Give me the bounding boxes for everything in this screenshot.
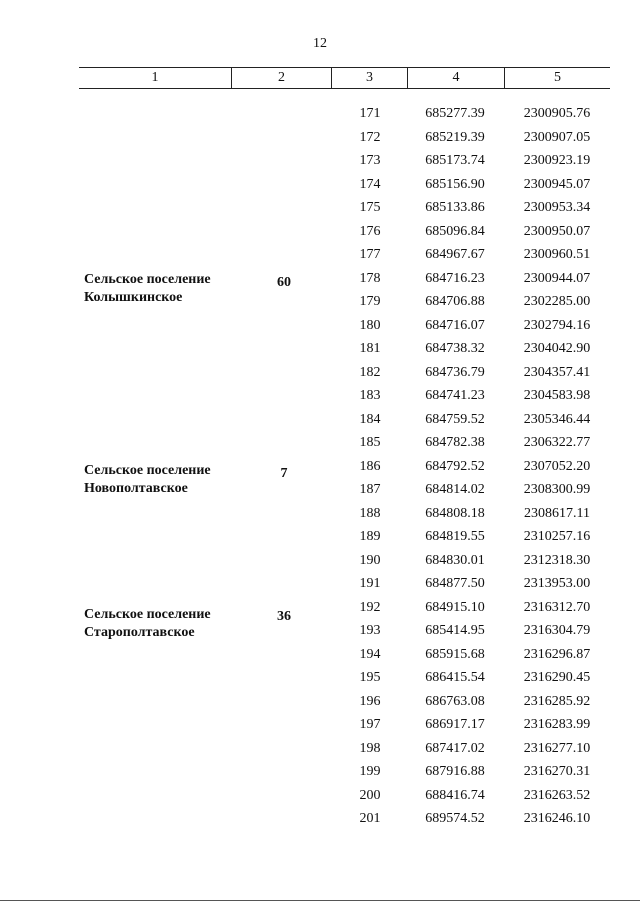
coordinate-x: 688416.74: [425, 787, 485, 803]
table-row: [0, 361, 640, 385]
settlement-name: Старополтавское: [84, 625, 195, 640]
table-row: [0, 126, 640, 150]
table-row: [0, 408, 640, 432]
coordinate-x: 684915.10: [425, 599, 485, 615]
coordinate-x: 684782.38: [425, 435, 485, 450]
coordinate-y: 2316277.10: [523, 740, 591, 756]
table-row: [0, 549, 640, 573]
coordinate-x: 684967.67: [425, 247, 485, 262]
page-bottom-rule: [0, 900, 640, 901]
coordinate-y: 2307052.20: [523, 458, 591, 474]
table-row: [0, 196, 640, 220]
table-row: [0, 455, 640, 479]
coordinate-x: 685414.95: [425, 623, 485, 638]
coordinate-y: 2308300.99: [523, 482, 591, 497]
table-row: [0, 807, 640, 831]
point-number: 192: [359, 599, 381, 615]
point-number: 178: [359, 270, 381, 286]
coordinate-x: 684792.52: [425, 458, 485, 474]
coordinate-x: 685096.84: [425, 223, 485, 239]
coordinate-y: 2300923.19: [523, 153, 591, 168]
point-number: 176: [359, 223, 381, 239]
table-row: [0, 760, 640, 784]
settlement-count: 7: [280, 466, 288, 481]
column-header-1: 1: [151, 70, 159, 85]
coordinate-x: 684736.79: [425, 364, 485, 380]
coordinate-x: 687916.88: [425, 764, 485, 779]
point-number: 197: [359, 717, 381, 732]
coordinate-y: 2316290.45: [523, 670, 591, 685]
coordinate-x: 684706.88: [425, 294, 485, 309]
point-number: 200: [359, 787, 381, 803]
coordinate-x: 686763.08: [425, 693, 485, 709]
coordinate-y: 2304583.98: [523, 388, 591, 403]
point-number: 172: [359, 129, 381, 145]
coordinate-y: 2300960.51: [523, 247, 591, 262]
coordinate-y: 2308617.11: [524, 505, 590, 521]
coordinate-rows: [0, 102, 640, 831]
column-header-5: 5: [554, 70, 561, 85]
table-header: [79, 67, 610, 89]
coordinate-x: 685133.86: [425, 200, 485, 215]
table-row: [0, 337, 640, 361]
coordinate-x: 685915.68: [425, 646, 485, 662]
table-row: [0, 572, 640, 596]
table-row: [0, 314, 640, 338]
table-row: [0, 243, 640, 267]
coordinate-y: 2313953.00: [523, 576, 591, 591]
coordinate-y: 2316270.31: [523, 764, 591, 779]
coordinate-x: 684738.32: [425, 341, 485, 356]
table-row: [0, 690, 640, 714]
table-row: [0, 737, 640, 761]
table-row: [0, 666, 640, 690]
page-number: 12: [313, 36, 327, 51]
table-row: [0, 619, 640, 643]
point-number: 179: [359, 294, 381, 309]
coordinate-x: 684814.02: [425, 482, 485, 497]
point-number: 190: [359, 552, 381, 568]
point-number: 183: [359, 388, 381, 403]
coordinate-x: 687417.02: [425, 740, 485, 756]
table-row: [0, 267, 640, 291]
point-number: 195: [359, 670, 381, 685]
coordinate-x: 684716.07: [425, 317, 485, 333]
point-number: 196: [359, 693, 381, 709]
coordinate-y: 2316246.10: [523, 811, 591, 826]
coordinate-x: 684741.23: [425, 388, 485, 403]
coordinate-x: 684830.01: [425, 552, 485, 568]
coordinate-y: 2300945.07: [523, 176, 591, 192]
point-number: 171: [359, 106, 381, 121]
coordinate-y: 2316283.99: [523, 717, 591, 732]
coordinate-x: 684759.52: [425, 411, 485, 427]
coordinate-y: 2300905.76: [523, 106, 591, 121]
settlement-name: Новополтавское: [84, 481, 188, 496]
settlement-type: Сельское поселение: [84, 272, 211, 287]
column-header-3: 3: [366, 70, 373, 85]
coordinate-y: 2302794.16: [523, 317, 591, 333]
coordinate-x: 684819.55: [425, 529, 485, 544]
coordinate-y: 2316312.70: [523, 599, 591, 615]
table-row: [0, 643, 640, 667]
point-number: 182: [359, 364, 381, 380]
table-row: [0, 713, 640, 737]
coordinate-x: 686917.17: [425, 717, 485, 732]
coordinate-y: 2300907.05: [523, 129, 591, 145]
coordinate-y: 2304357.41: [523, 364, 591, 380]
point-number: 177: [359, 247, 381, 262]
coordinate-x: 685277.39: [425, 106, 485, 121]
coordinate-y: 2300953.34: [523, 200, 591, 215]
coordinate-y: 2316296.87: [523, 646, 591, 662]
coordinate-y: 2316285.92: [523, 693, 591, 709]
point-number: 199: [359, 764, 381, 779]
column-header-2: 2: [278, 70, 285, 85]
coordinate-y: 2316263.52: [523, 787, 591, 803]
coordinate-y: 2306322.77: [523, 435, 591, 450]
point-number: 180: [359, 317, 381, 333]
point-number: 181: [359, 341, 381, 356]
table-row: [0, 220, 640, 244]
table-row: [0, 596, 640, 620]
settlement-type: Сельское поселение: [84, 607, 211, 622]
coordinate-x: 684716.23: [425, 270, 485, 286]
coordinate-x: 685156.90: [425, 176, 485, 192]
table-row: [0, 384, 640, 408]
point-number: 185: [359, 435, 381, 450]
point-number: 173: [359, 153, 381, 168]
coordinate-x: 689574.52: [425, 811, 485, 826]
settlement-type: Сельское поселение: [84, 463, 211, 478]
point-number: 198: [359, 740, 381, 756]
table-row: [0, 431, 640, 455]
table-row: [0, 173, 640, 197]
coordinate-y: 2300950.07: [523, 223, 591, 239]
coordinate-x: 685219.39: [425, 129, 485, 145]
table-row: [0, 102, 640, 126]
point-number: 191: [359, 576, 381, 591]
coordinate-y: 2302285.00: [523, 294, 591, 309]
table-row: [0, 502, 640, 526]
point-number: 184: [359, 411, 381, 427]
settlement-name: Колышкинское: [84, 290, 183, 305]
point-number: 193: [359, 623, 381, 638]
coordinate-y: 2305346.44: [523, 411, 591, 427]
point-number: 175: [359, 200, 381, 215]
table-row: [0, 478, 640, 502]
coordinate-x: 686415.54: [425, 670, 485, 685]
settlement-count: 60: [277, 275, 291, 290]
point-number: 174: [359, 176, 381, 192]
coordinate-x: 684808.18: [425, 505, 485, 521]
coordinate-y: 2316304.79: [523, 623, 591, 638]
table-row: [0, 290, 640, 314]
point-number: 189: [359, 529, 381, 544]
table-row: [0, 784, 640, 808]
point-number: 201: [359, 811, 381, 826]
coordinate-y: 2304042.90: [523, 341, 591, 356]
coordinate-y: 2300944.07: [523, 270, 591, 286]
point-number: 188: [359, 505, 381, 521]
table-row: [0, 525, 640, 549]
point-number: 194: [359, 646, 381, 662]
point-number: 187: [359, 482, 381, 497]
coordinate-x: 684877.50: [425, 576, 485, 591]
settlement-count: 36: [277, 609, 291, 624]
coordinate-y: 2310257.16: [523, 529, 591, 544]
column-header-4: 4: [452, 70, 460, 85]
point-number: 186: [359, 458, 381, 474]
coordinate-x: 685173.74: [425, 153, 485, 168]
coordinate-y: 2312318.30: [523, 552, 591, 568]
table-row: [0, 149, 640, 173]
